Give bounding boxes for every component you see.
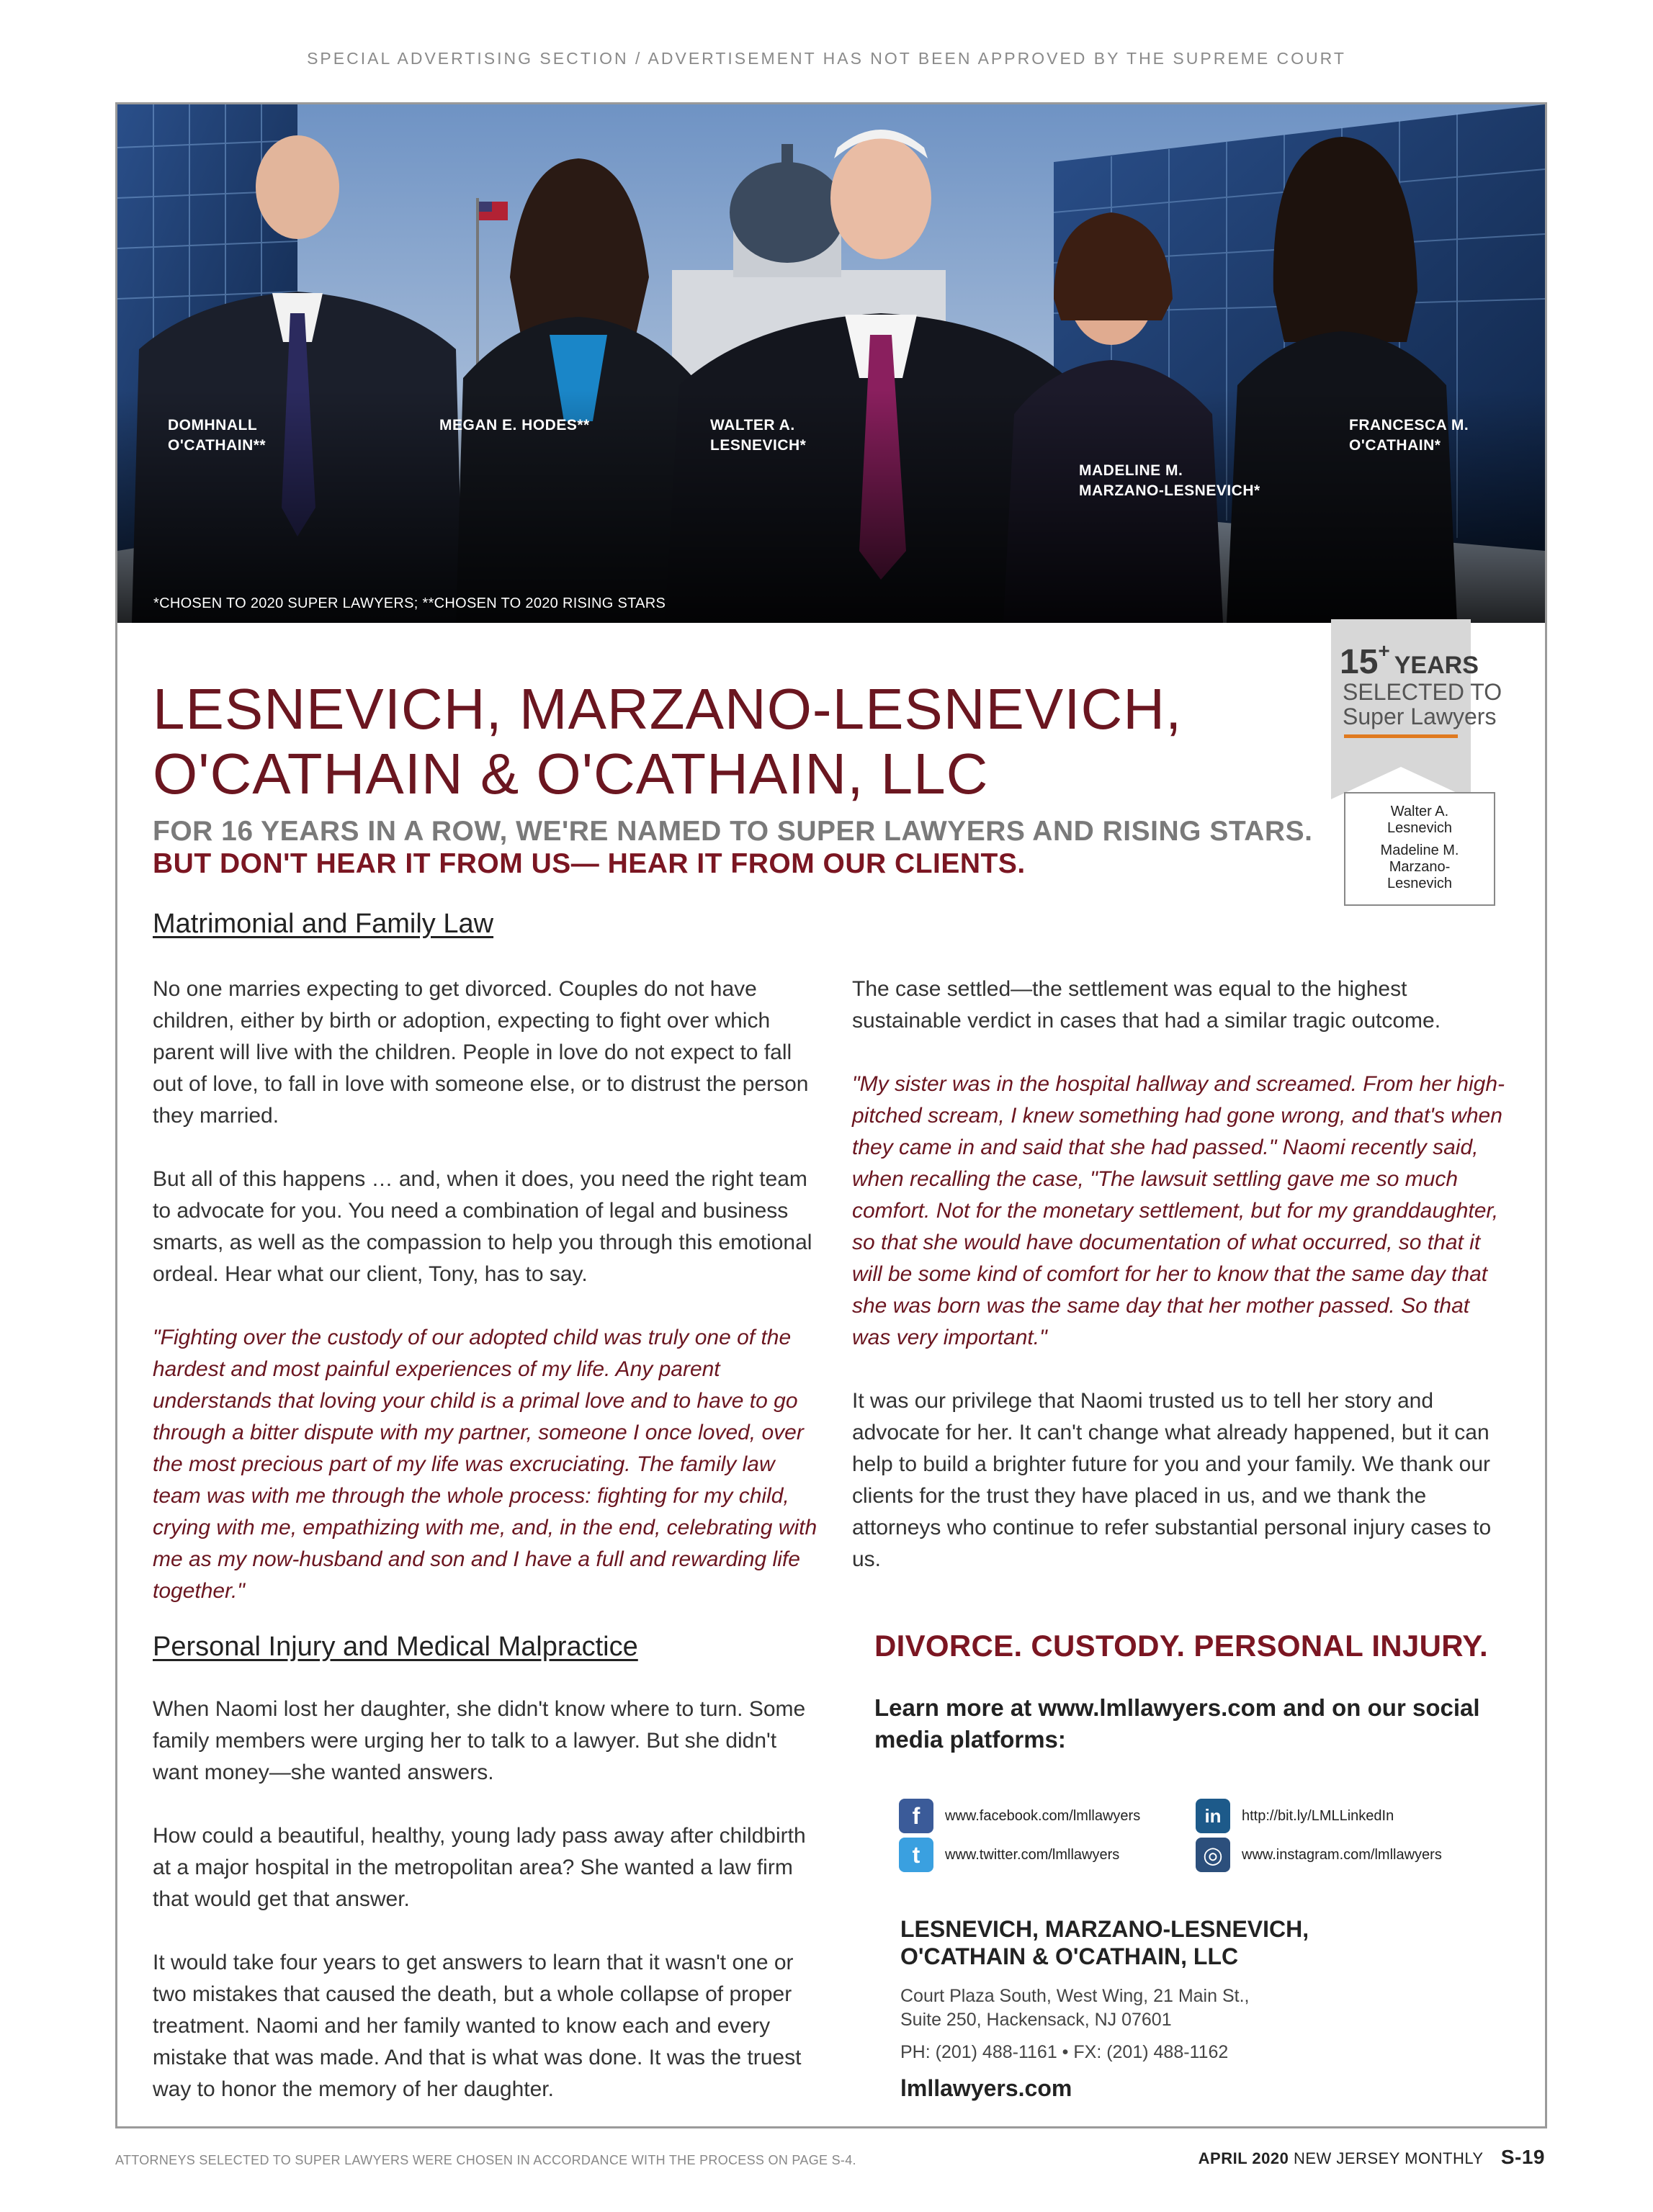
paragraph: It would take four years to get answers to learn that it wasn't one or two mistakes that caused the death, but a whole collapse of proper treatment. Naomi and her family wanted to know each and every mistake that was made. And that is what was done. It was the truest way to honor the memory of her daughter. <box>153 1951 802 2101</box>
linkedin-url[interactable]: http://bit.ly/LMLLinkedIn <box>1242 1807 1394 1824</box>
badge-number: 15 <box>1340 643 1379 681</box>
paragraph: But all of this happens … and, when it does, you need the right team to advocate for you. You need a combination of legal and business smarts, as well as the compassion to help you through this emotional ordeal. Hear what our client, Tony, has to say. <box>153 1167 812 1286</box>
page-number: S-19 <box>1500 2146 1545 2168</box>
firm-name-contact: LESNEVICH, MARZANO-LESNEVICH, O'CATHAIN & O'CATHAIN, LLC <box>900 1916 1309 1969</box>
footer-disclaimer: ATTORNEYS SELECTED TO SUPER LAWYERS WERE CHOSEN IN ACCORDANCE WITH THE PROCESS ON PAGE S-4. <box>115 2153 856 2167</box>
client-quote-naomi: "My sister was in the hospital hallway and screamed. From her high-pitched scream, I knew something had gone wrong, and that's when they came in and said that she had passed." Naomi recently said, when recalling the case, "The lawsuit settling gave me so much comfort. Not for the monetary settlement, but for my granddaughter, so that she would have documentation of what occurred, so that it will be some kind of comfort for her to know that the same day that she was born was the same day that her mother passed. So that was very important." <box>852 1072 1505 1349</box>
linkedin-link[interactable] <box>1196 1799 1394 1833</box>
photo-footnote: *CHOSEN TO 2020 SUPER LAWYERS; **CHOSEN TO 2020 RISING STARS <box>153 595 666 611</box>
left-column-personal-injury <box>153 1694 826 2137</box>
badge-years <box>1340 639 1479 682</box>
facebook-url[interactable]: www.facebook.com/lmllawyers <box>945 1807 1141 1824</box>
twitter-icon: t <box>899 1838 933 1872</box>
linkedin-icon: in <box>1196 1799 1230 1833</box>
section-heading-family-law: Matrimonial and Family Law <box>153 909 494 939</box>
section-heading-personal-injury: Personal Injury and Medical Malpractice <box>153 1632 638 1662</box>
badge-plus: + <box>1378 639 1390 662</box>
firm-phone-fax: PH: (201) 488-1161 • FX: (201) 488-1162 <box>900 2042 1229 2062</box>
facebook-link[interactable] <box>899 1799 1140 1833</box>
instagram-icon: ◎ <box>1196 1838 1230 1872</box>
person-label-megan: MEGAN E. HODES** <box>439 417 590 433</box>
footer-publication <box>1199 2146 1545 2169</box>
twitter-url[interactable]: www.twitter.com/lmllawyers <box>945 1846 1120 1863</box>
instagram-url[interactable]: www.instagram.com/lmllawyers <box>1242 1846 1442 1863</box>
person-label-francesca: FRANCESCA M. O'CATHAIN* <box>1349 417 1469 454</box>
badge-brand: Super Lawyers <box>1343 703 1497 729</box>
badge-name-walter: Walter A. Lesnevich <box>1387 804 1453 836</box>
cta-heading: DIVORCE. CUSTODY. PERSONAL INJURY. <box>874 1629 1488 1663</box>
tagline-gray: FOR 16 YEARS IN A ROW, WE'RE NAMED TO SUPER LAWYERS AND RISING STARS. <box>153 816 1313 847</box>
firm-title: LESNEVICH, MARZANO-LESNEVICH, O'CATHAIN & O'CATHAIN, LLC <box>153 677 1183 806</box>
footer-date: APRIL 2020 <box>1198 2149 1289 2167</box>
twitter-link[interactable] <box>899 1838 1119 1872</box>
paragraph: No one marries expecting to get divorced. Couples do not have children, either by birth or adoption, expecting to fight over which parent will live with the children. People in love do not expect to fall out of love, to fall in love with someone else, or to distrust the person they married. <box>153 977 809 1128</box>
header-notice: SPECIAL ADVERTISING SECTION / ADVERTISEMENT HAS NOT BEEN APPROVED BY THE SUPREME COURT <box>307 49 1346 68</box>
firm-website[interactable]: lmllawyers.com <box>900 2075 1072 2101</box>
paragraph: When Naomi lost her daughter, she didn't know where to turn. Some family members were urging her to talk to a lawyer. But she didn't want money—she wanted answers. <box>153 1697 806 1784</box>
badge-selected-to: SELECTED TO <box>1343 679 1502 705</box>
paragraph: It was our privilege that Naomi trusted us to tell her story and advocate for her. It can't change what already happened, but it can help to build a brighter future for you and your family. We thank our clients for the trust they have placed in us, and we thank the attorneys who continue to refer substantial personal injury cases to us. <box>852 1389 1492 1571</box>
tagline-maroon: BUT DON'T HEAR IT FROM US— HEAR IT FROM OUR CLIENTS. <box>153 848 1026 879</box>
person-label-walter: WALTER A. LESNEVICH* <box>710 417 807 454</box>
person-label-domhnall: DOMHNALL O'CATHAIN** <box>168 417 266 454</box>
firm-address: Court Plaza South, West Wing, 21 Main St., Suite 250, Hackensack, NJ 07601 <box>900 1986 1250 2030</box>
right-column <box>852 974 1508 1607</box>
photo-illustration <box>117 104 1545 623</box>
paragraph: The case settled—the settlement was equal to the highest sustainable verdict in cases that had a similar tragic outcome. <box>852 977 1441 1033</box>
group-photo <box>117 104 1545 623</box>
cta-learn-more: Learn more at www.lmllawyers.com and on our social media platforms: <box>874 1694 1480 1753</box>
badge-name-madeline: Madeline M. Marzano- Lesnevich <box>1380 842 1459 891</box>
footer-magazine: NEW JERSEY MONTHLY <box>1293 2149 1484 2167</box>
client-quote-tony: "Fighting over the custody of our adopted child was truly one of the hardest and most painful experiences of my life. Any parent understands that loving your child is a primal love and to have to go through a bitter dispute with my partner, someone I once loved, over the most precious part of my life was excruciating. The family law team was with me through the whole process: fighting for my child, crying with me, empathizing with me, and, in the end, celebrating with me as my now-husband and son and I have a full and rewarding life together." <box>153 1326 817 1603</box>
facebook-icon: f <box>899 1799 933 1833</box>
badge-years-label: YEARS <box>1394 652 1479 679</box>
instagram-link[interactable] <box>1196 1838 1442 1872</box>
left-column-family-law <box>153 974 819 1639</box>
badge-names-box <box>1344 792 1495 906</box>
paragraph: How could a beautiful, healthy, young lady pass away after childbirth at a major hospital in the metropolitan area? She wanted a law firm that would get that answer. <box>153 1824 806 1911</box>
person-label-madeline: MADELINE M. MARZANO-LESNEVICH* <box>1079 462 1260 499</box>
